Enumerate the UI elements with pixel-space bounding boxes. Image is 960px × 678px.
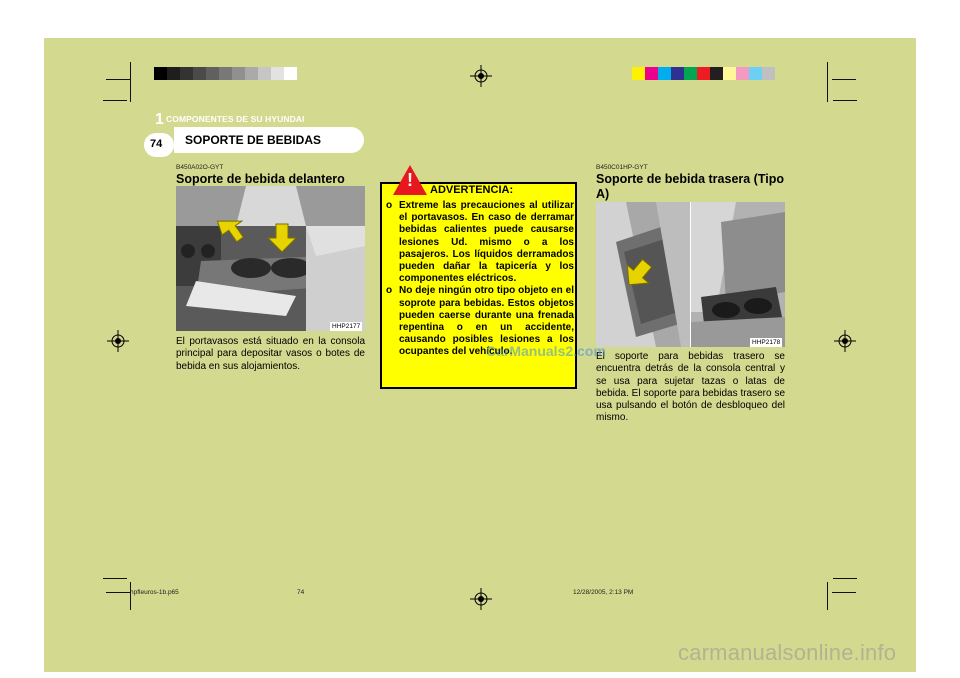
chapter-number: 1 <box>155 111 164 128</box>
inline-watermark: CarManuals2.com <box>486 343 606 359</box>
warning-heading: ADVERTENCIA: <box>430 184 514 196</box>
right-section-code: B450C01HP-GYT <box>596 164 648 171</box>
footer-page: 74 <box>297 589 305 596</box>
footer-timestamp: 12/28/2005, 2:13 PM <box>573 589 634 596</box>
warning-item-text: Extreme las precauciones al utilizar el portavasos. En caso de derramar bebidas calientes puede causarse lesiones Ud. mismo o a los pasajeros. Los líquidos derramados pueden dañar la tapicería y los componentes eléctricos. <box>399 200 574 285</box>
footer-filename: hpfleuros-1b.p65 <box>130 589 179 596</box>
front-cupholder-photo <box>176 186 365 331</box>
right-body-text: El soporte para bebidas trasero se encuentra detrás de la consola central y se usa para sujetar tazas o latas de bebida. El soporte para bebidas trasero se usa pulsando el botón de desbloqueo del mismo. <box>596 351 785 424</box>
bullet: o <box>386 285 393 297</box>
registration-mark-icon <box>107 330 129 352</box>
right-section-title: Soporte de bebida trasera (Tipo A) <box>596 172 785 201</box>
registration-mark-icon <box>470 588 492 610</box>
warning-item-text: No deje ningún otro tipo objeto en el soprote para bebidas. Estos objetos pueden caerse durante una frenada repentina o en un accidente, causando posibles lesiones a los ocupantes del vehículo. <box>399 285 574 358</box>
left-body-text: El portavasos está situado en la consola principal para depositar vasos o botes de bebida en sus alojamientos. <box>176 336 365 372</box>
left-section-title: Soporte de bebida delantero <box>176 172 345 186</box>
grayscale-calibration-bar <box>154 67 297 80</box>
rear-cupholder-photo <box>596 202 785 347</box>
bullet: o <box>386 200 393 211</box>
left-section-code: B450A02O-GYT <box>176 164 224 171</box>
registration-mark-icon <box>470 65 492 87</box>
right-photo-label: HHP2178 <box>752 339 781 346</box>
warning-item <box>386 200 574 285</box>
left-photo-label: HHP2177 <box>332 323 361 330</box>
warning-exclamation: ! <box>407 170 413 190</box>
warning-list <box>386 200 574 359</box>
registration-mark-icon <box>834 330 856 352</box>
site-watermark: carmanualsonline.info <box>678 640 897 665</box>
color-calibration-bar <box>632 67 775 80</box>
section-title: SOPORTE DE BEBIDAS <box>185 133 322 147</box>
page-number: 74 <box>150 138 163 150</box>
chapter-title: COMPONENTES DE SU HYUNDAI <box>166 114 305 124</box>
